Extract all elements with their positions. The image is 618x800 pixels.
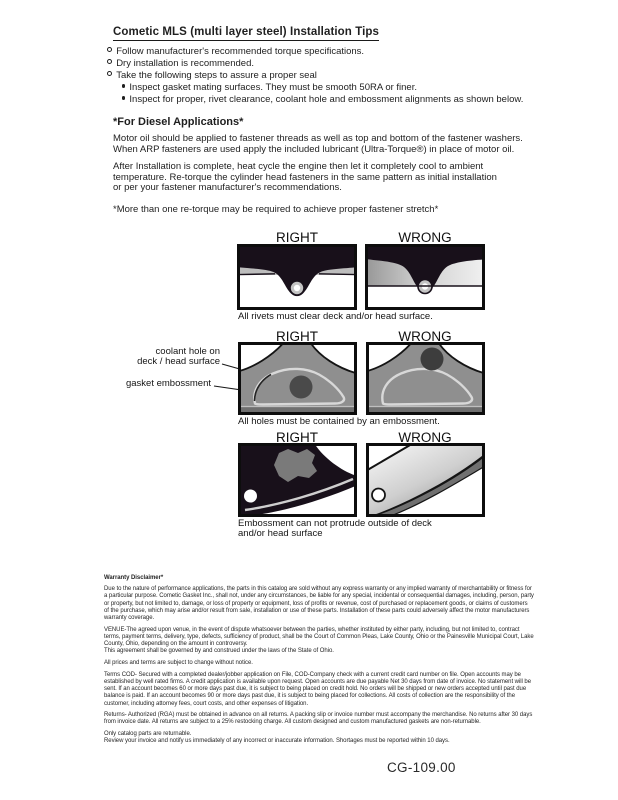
diesel-paragraph-2 [113, 162, 497, 194]
paragraph-line: temperature. Re-torque the cylinder head fasteners in the same pattern as initial installation [113, 171, 497, 183]
list-item [107, 46, 523, 58]
hollow-bullet-icon [107, 59, 112, 64]
warranty-paragraph: Review your invoice and notify us immediately of any incorrect or inaccurate information. Shortages must be reported within 10 days. [104, 738, 450, 745]
warranty-paragraph: Due to the nature of performance applications, the parts in this catalog are sold without any express warranty or any implied warranty of merchantability or fitness for a particular purpose. Cometic Gasket Inc., shall not, under any circumstances, be liable for any special, incidental or consequential damages, including, person, party or property, but not limited to, damage, or loss of property or equipment, loss of profits or revenue, cost of purchased or replacement goods, or claims of customers of the purchase, which may arise and/or result from sale, installation or use of these parts. Installation of these parts could adversely affect the motor manufacturers warranty coverage. [104, 586, 534, 622]
filled-bullet-icon [122, 84, 125, 87]
callout-line: coolant hole on [155, 346, 220, 357]
diagram-caption [238, 519, 432, 539]
paragraph-line: or per your fastener manufacturer's recommendations. [113, 182, 342, 194]
right-label: RIGHT [276, 430, 318, 445]
rivet-clearance-wrong-panel [365, 244, 485, 310]
gasket-embossment-callout: gasket embossment [125, 378, 211, 389]
right-label: RIGHT [276, 230, 318, 245]
paragraph-line: After Installation is complete, heat cycle the engine then let it completely cool to ambient [113, 161, 484, 172]
list-item [107, 94, 523, 106]
filled-bullet-icon [122, 96, 125, 99]
warranty-disclaimer-section [104, 575, 534, 750]
list-item [107, 82, 523, 94]
embossment-protrusion-wrong-panel [366, 443, 485, 517]
warranty-paragraph: VENUE-The agreed upon venue, in the event of dispute whatsoever between the parties, whether instituted by either party, including, but not limited to, contract terms, payment terms, delivery, type, defects, sufficiency of product, shall be the Court of Common Pleas, Lake County, Ohio or the Painesville Municipal Court, Lake County, Ohio, depending on the amount in controversy. [104, 626, 534, 648]
warranty-heading: Warranty Disclaimer* [104, 575, 164, 581]
right-label: RIGHT [276, 329, 318, 344]
caption-line: Embossment can not protrude outside of deck [238, 518, 432, 529]
paragraph-line: Motor oil should be applied to fastener threads as well as top and bottom of the fastener washers. [113, 133, 523, 144]
warranty-paragraph: All prices and terms are subject to change without notice. [104, 660, 253, 667]
wrong-label: WRONG [398, 329, 452, 344]
diesel-applications-heading: *For Diesel Applications* [113, 116, 244, 128]
paragraph-line: When ARP fasteners are used apply the included lubricant (Ultra-Torque®) in place of motor oil. [113, 143, 515, 155]
wrong-label: WRONG [398, 430, 452, 445]
page-title: Cometic MLS (multi layer steel) Installation Tips [113, 26, 379, 41]
rivet-clearance-right-panel [237, 244, 357, 310]
callout-line: deck / head surface [137, 355, 220, 367]
tip-text: Follow manufacturer's recommended torque specifications. [116, 46, 365, 57]
warranty-paragraph: Returns- Authorized (RGA) must be obtained in advance on all returns. A packing slip or invoice number must accompany the merchandise. No returns after 30 days from invoice date. All returns are subject to a 25% restocking charge. All custom designed and custom manufactured gaskets are non-returnable. [104, 712, 533, 726]
hollow-bullet-icon [107, 47, 112, 52]
warranty-paragraph: This agreement shall be governed by and construed under the laws of the State of Ohio. [104, 648, 334, 655]
warranty-paragraph: Only catalog parts are returnable. [104, 731, 192, 738]
tip-text: Dry installation is recommended. [116, 57, 254, 69]
embossment-containment-right-panel [238, 342, 357, 415]
hollow-bullet-icon [107, 71, 112, 76]
wrong-label: WRONG [398, 230, 452, 245]
retorque-note: *More than one re-torque may be required to achieve proper fastener stretch* [113, 204, 439, 215]
list-item [107, 58, 523, 70]
embossment-containment-wrong-panel [366, 342, 485, 415]
caption-line: and/or head surface [238, 528, 323, 539]
tip-text: Inspect for proper, rivet clearance, coolant hole and embossment alignments as shown below. [129, 93, 524, 105]
diesel-paragraph-1 [113, 134, 523, 155]
tip-text: Inspect gasket mating surfaces. They must be smooth 50RA or finer. [129, 81, 417, 93]
embossment-protrusion-right-panel [238, 443, 357, 517]
diagram-caption: All holes must be contained by an embossment. [238, 416, 440, 427]
page-number: CG-109.00 [387, 760, 456, 775]
coolant-hole-callout [90, 347, 220, 367]
diagram-caption: All rivets must clear deck and/or head surface. [238, 311, 433, 322]
tip-text: Take the following steps to assure a proper seal [116, 69, 317, 81]
installation-tips-list [107, 46, 523, 106]
list-item [107, 70, 523, 82]
warranty-paragraph: Terms COD- Secured with a completed dealer/jobber application on File, COD-Company check with a current credit card number on file. Open accounts may be established by well rated firms. A credit application is available upon request. Open accounts are due payable Net 30 days from date of invoice. No statement will be sent. If an account becomes 60 or more days past due, it is subject to being placed on credit hold. No orders will be shipped or new orders accepted until past due balance is paid. If an account becomes 90 or more days past due, it is subject to being placed for collections. All costs of collection are the responsibility of the customer, including attorney fees, court costs, and other expenses of litigation. [104, 671, 531, 707]
